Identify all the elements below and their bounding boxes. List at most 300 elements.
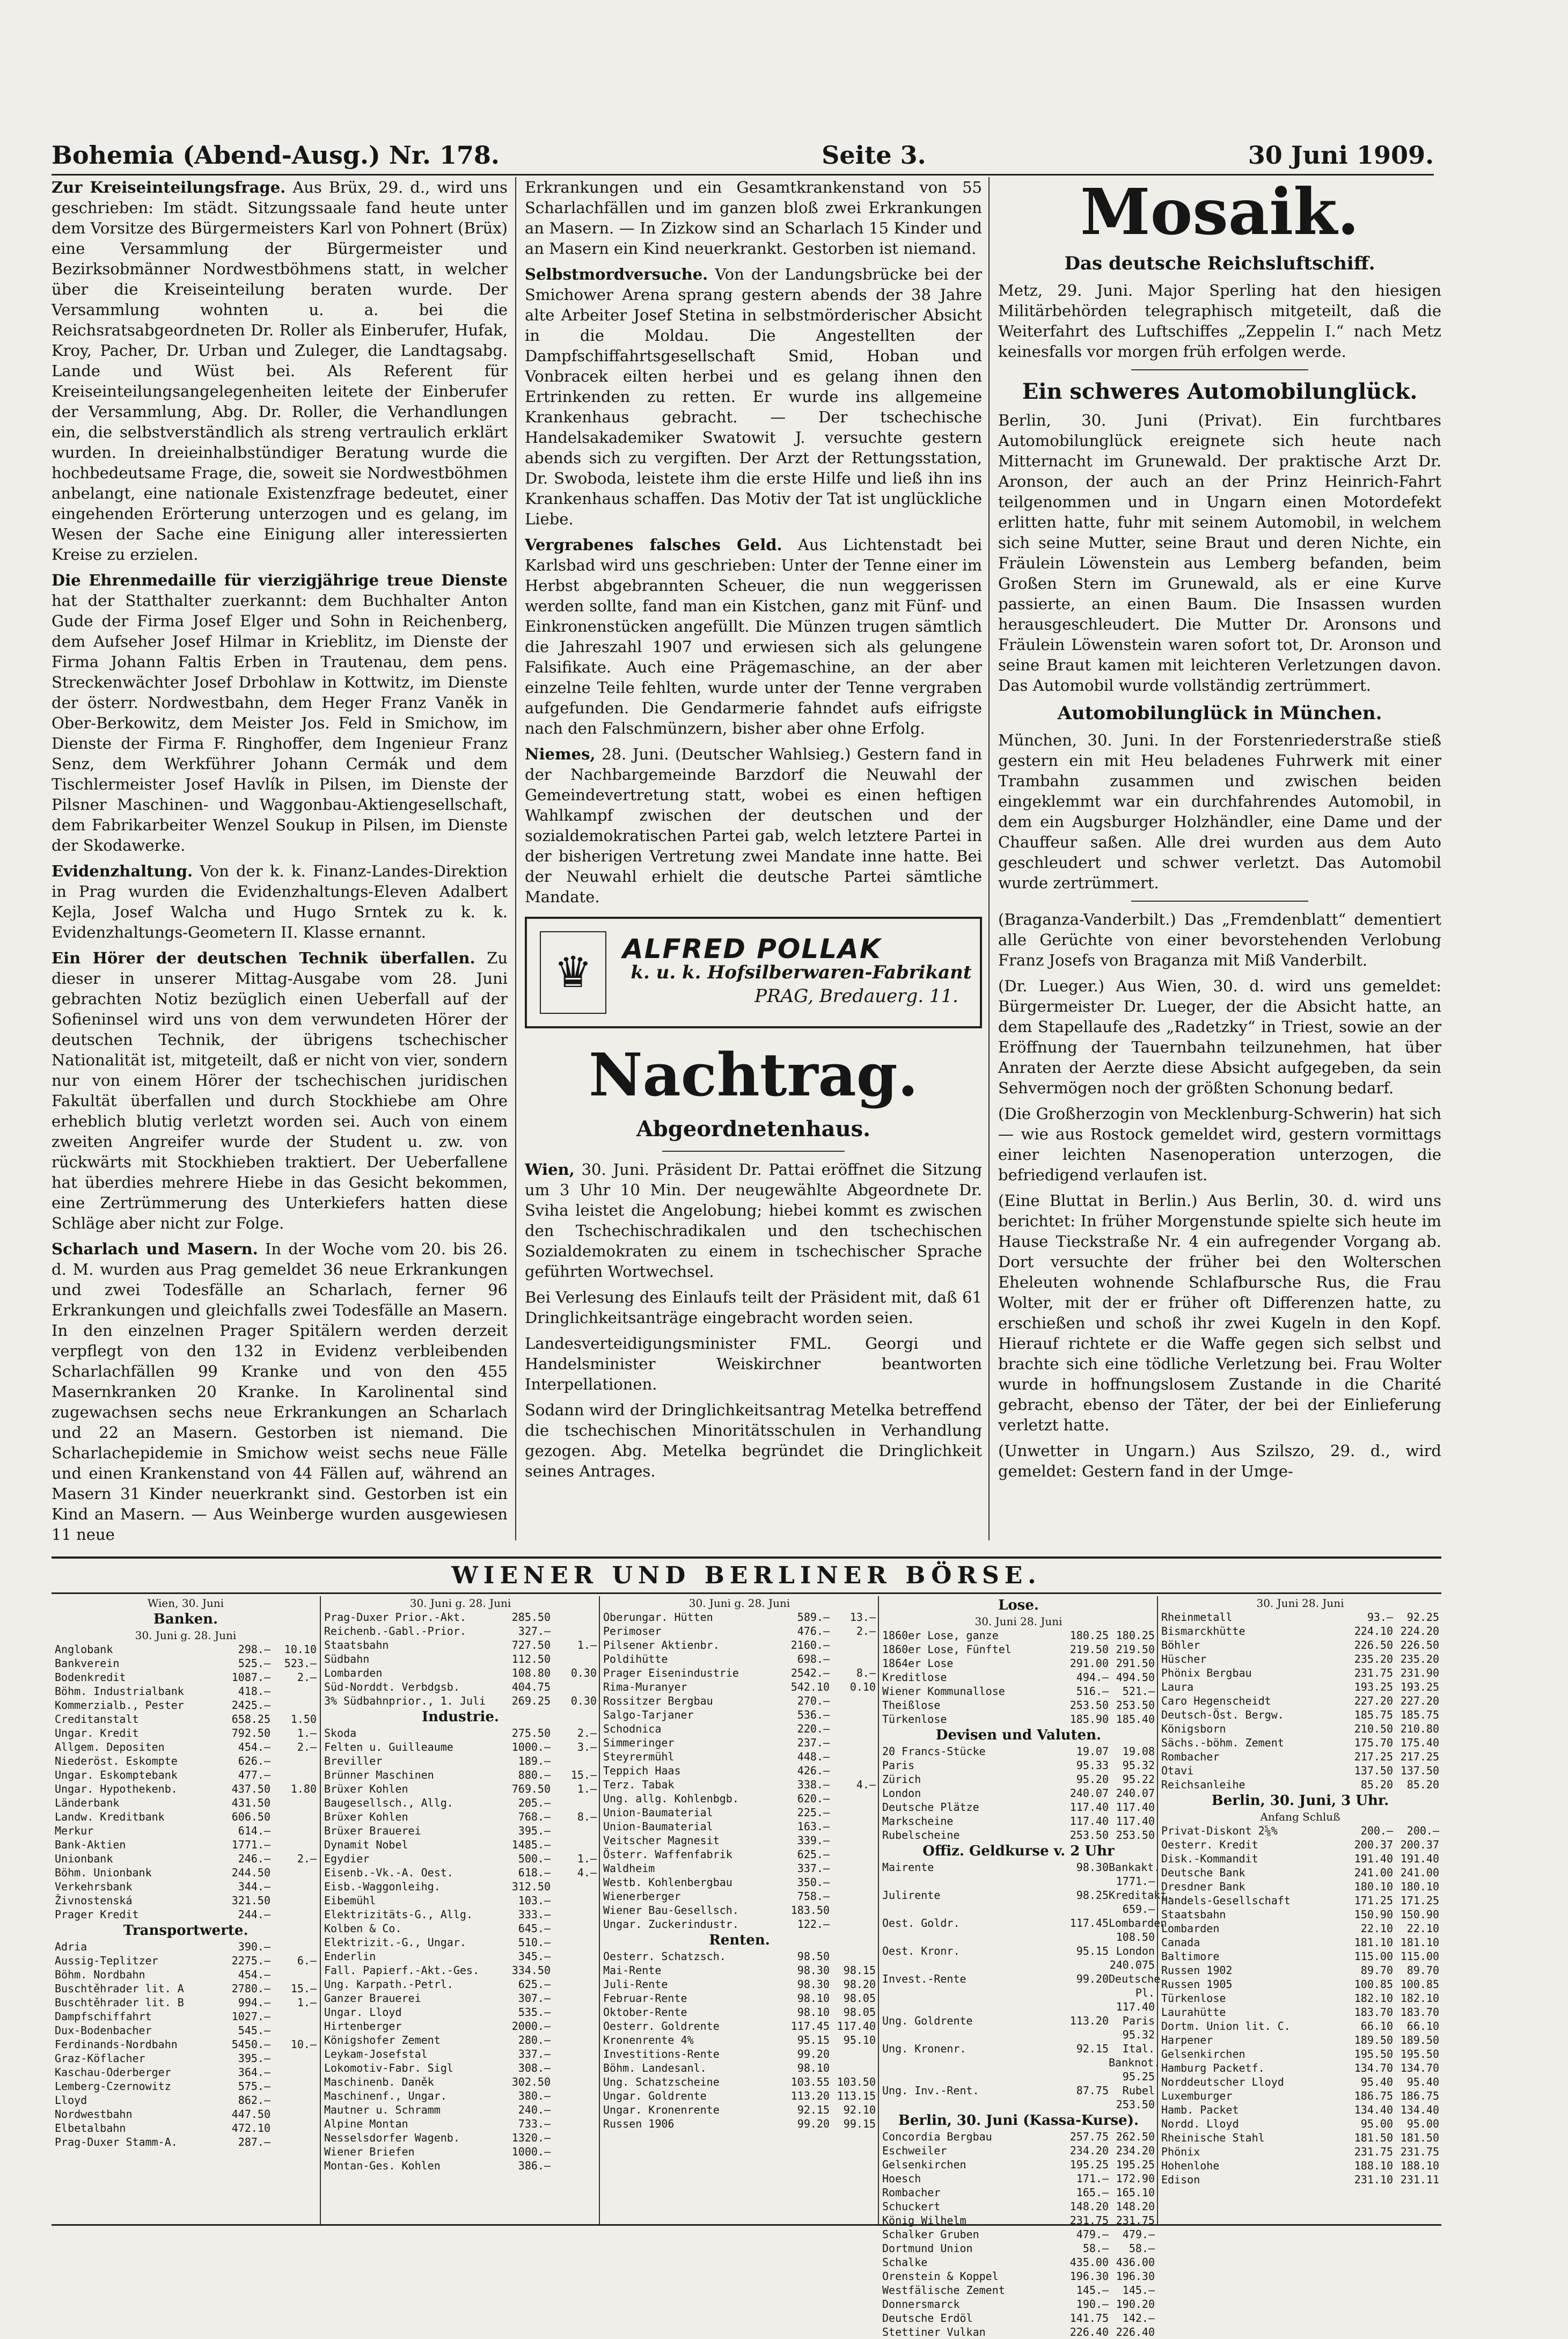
- security-name: Böhm. Nordbahn: [55, 1968, 145, 1981]
- security-name: Salgo-Tarjaner: [603, 1708, 694, 1721]
- quote-change: [551, 1838, 597, 1852]
- quote-value: 240.07: [1069, 1787, 1109, 1800]
- quote-change: [830, 1750, 876, 1764]
- security-name: Ungar. Lloyd: [324, 2006, 402, 2019]
- table-row: [52, 1726, 320, 1740]
- security-name: Kolben & Co.: [324, 1922, 402, 1935]
- quote-change: 189.50: [1400, 2034, 1439, 2046]
- security-name: Živnostenská: [55, 1894, 133, 1907]
- section-heading: Banken.: [153, 1611, 218, 1627]
- table-row: [1158, 2061, 1442, 2075]
- article-continued: [525, 177, 982, 259]
- article-text: Zu dieser in unserer Mittag-Ausgabe vom 28. Juni gebrachten Notiz bezüglich einen Ueberfall auf der Sofieninsel wird uns von dem verwundeten Hörer der deutschen Technik, der übrigens tschechischer Nationalität ist, mitgeteilt, daß er nicht von vier, sondern nur von einem Hörer der tschechischen juridischen Fakultät überfallen und durch Stockhiebe am Ohre erheblich blutig verletzt worden sei. Auch von einem zweiten Angreifer wurde der Student u. zw. von rückwärts mit Stockhieben traktiert. Der Ueberfallene hat überdies mehrere Hiebe in das Gesicht bekommen, eine Zertrümmerung des Unterkiefers hatten diese Schläge aber nicht zur Folge.: [52, 949, 508, 1232]
- quote-change: Rubel 253.50: [1116, 2084, 1155, 2111]
- boerse-column-1: [52, 1596, 320, 2224]
- table-row: [321, 2103, 600, 2117]
- quote-change: 98.05: [843, 2006, 876, 2019]
- table-row: [321, 1824, 600, 1838]
- security-name: Russen 1906: [603, 2117, 675, 2130]
- security-name: Elektrizit.-G., Ungar.: [324, 1936, 466, 1949]
- table-rows: [879, 1628, 1158, 1726]
- quote-change: Kreditakt. 659.—: [1109, 1889, 1174, 1916]
- article-heading: Die Ehrenmedaille für vierzigjährige treue Dienste: [52, 571, 508, 589]
- table-row: [321, 2131, 600, 2145]
- security-name: Anglobank: [55, 1643, 113, 1656]
- table-rows: [52, 1940, 320, 2149]
- quote-change: 142.—: [1122, 2312, 1155, 2325]
- date-header: 30. Juni g. 28. Juni: [135, 1629, 237, 1642]
- quote-value: 312.50: [511, 1880, 551, 1893]
- security-name: Terz. Tabak: [603, 1778, 675, 1791]
- quote-value: 257.75: [1069, 2130, 1109, 2143]
- quote-value: 117.40: [1069, 1801, 1109, 1814]
- quote-change: 231.11: [1400, 2173, 1439, 2186]
- quote-value: 1771.—: [231, 1838, 270, 1851]
- table-row: [1158, 1694, 1442, 1708]
- quote-change: London 240.075: [1109, 1945, 1155, 1971]
- quote-value: 1000.—: [511, 2145, 551, 2158]
- article-text: Sodann wird der Dringlichkeitsantrag Metelka betreffend die tschechischen Minoritätsschulen in Verhandlung gezogen. Abg. Metelka begründet die Dringlichkeit seines Antrages.: [525, 1401, 982, 1480]
- boerse-column-5: [1157, 1596, 1442, 2224]
- security-name: Ung. Kronenr.: [882, 2042, 966, 2055]
- quote-value: 545.—: [238, 2024, 270, 2037]
- quote-change: [830, 1903, 876, 1917]
- security-name: Ungar. Kronenrente: [603, 2103, 720, 2116]
- table-row: [321, 1880, 600, 1894]
- quote-value: 95.15: [1076, 1945, 1109, 1957]
- quote-value: 494.—: [1076, 1671, 1109, 1684]
- article-heading: Scharlach und Masern.: [52, 1240, 258, 1258]
- table-row: [1158, 1838, 1442, 1852]
- ad-subtitle: k. u. k. Hofsilberwaren-Fabrikant: [631, 962, 972, 983]
- quote-change: 113.15: [837, 2089, 876, 2102]
- table-row: [321, 1680, 600, 1694]
- quote-change: [551, 1991, 597, 2005]
- quote-value: 134.70: [1354, 2062, 1393, 2074]
- security-name: Merkur: [55, 1824, 94, 1837]
- quote-value: 226.40: [1069, 2326, 1109, 2338]
- table-row: [879, 1628, 1158, 1642]
- table-row: [321, 1991, 600, 2005]
- quote-value: 302.50: [511, 2075, 551, 2088]
- table-row: [600, 1666, 879, 1680]
- quote-change: 117.40: [837, 2020, 876, 2033]
- quote-value: 1485.—: [511, 1838, 551, 1851]
- security-name: Deutsche Plätze: [882, 1801, 979, 1814]
- article-bluttat: (Eine Bluttat in Berlin.) Aus Berlin, 30. d. wird uns berichtet: In früher Morgenstunde spielte sich heute im Hause Tieckstraße Nr. 4 ein aufregender Vorgang ab. Dort versuchte der früher bei den Wolterschen Eheleuten wohnende Schlafbursche Rus, die Frau Wolter, mit der er früher oft Differenzen hatte, zu erschießen und schoß ihr zwei Kugeln in den Kopf. Hierauf richtete er die Waffe gegen sich selbst und brachte sich eine tödliche Verletzung bei. Frau Wolter wurde in hoffnungslosem Zustande in die Charité gebracht, ebenso der Täter, der bei der Einlieferung verletzt hatte.: [998, 1192, 1441, 1434]
- quote-value: 364.—: [238, 2066, 270, 2079]
- quote-value: 2160.—: [790, 1639, 830, 1651]
- quote-value: 58.—: [1082, 2242, 1109, 2255]
- table-row: [600, 1977, 879, 1991]
- column-1: [52, 177, 508, 1550]
- quote-change: [270, 2121, 317, 2135]
- quote-value: 479.—: [1076, 2228, 1109, 2241]
- quote-value: 253.50: [1069, 1699, 1109, 1712]
- security-name: Schalker Gruben: [882, 2228, 979, 2241]
- quote-value: 188.10: [1354, 2159, 1393, 2172]
- quote-value: 334.50: [511, 1964, 551, 1977]
- quote-change: [270, 2079, 317, 2093]
- security-name: Markscheine: [882, 1815, 954, 1828]
- security-name: Teppich Haas: [603, 1764, 681, 1777]
- quote-change: 103.50: [837, 2075, 876, 2088]
- quote-value: 66.10: [1360, 2020, 1393, 2033]
- security-name: Februar-Rente: [603, 1992, 687, 2005]
- security-name: Norddeutscher Lloyd: [1161, 2075, 1284, 2088]
- quote-value: 535.—: [518, 2006, 551, 2019]
- quote-change: 181.10: [1400, 1936, 1439, 1949]
- table-row: [879, 1758, 1158, 1772]
- article-ehrenmedaille: [52, 570, 508, 856]
- quote-change: 226.40: [1116, 2326, 1155, 2338]
- article-unwetter: (Unwetter in Ungarn.) Aus Szilszo, 29. d., wird gemeldet: Gestern fand in der Umge-: [998, 1442, 1441, 1480]
- article-kreiseinteilung: [52, 177, 508, 565]
- quote-change: [830, 1833, 876, 1847]
- quote-change: 13.—: [849, 1611, 876, 1624]
- table-row: [879, 1860, 1161, 1888]
- security-name: Oest. Kronr.: [882, 1945, 960, 1957]
- quote-change: 4.—: [856, 1778, 876, 1791]
- security-name: Prag-Duxer Prior.-Akt.: [324, 1611, 466, 1624]
- quote-change: [551, 1610, 597, 1624]
- quote-value: 115.00: [1354, 1950, 1393, 1963]
- header-center: Seite 3.: [822, 141, 926, 170]
- table-row: [321, 1894, 600, 1907]
- quote-change: 200.—: [1406, 1824, 1439, 1837]
- quote-value: 103.55: [790, 2075, 830, 2088]
- security-name: Nordwestbahn: [55, 2108, 133, 2121]
- table-row: [879, 1972, 1161, 2014]
- security-name: Aussig-Teplitzer: [55, 1954, 158, 1967]
- quote-change: [270, 1768, 317, 1782]
- table-row: [52, 1824, 320, 1838]
- security-name: Theißlose: [882, 1699, 941, 1712]
- quote-change: 15.—: [290, 1982, 317, 1995]
- table-row: [879, 2283, 1158, 2297]
- security-name: London: [882, 1787, 921, 1800]
- table-row: [52, 1940, 320, 1954]
- quote-value: 98.10: [797, 1992, 830, 2005]
- table-rows: [321, 1610, 600, 1708]
- table-row: [1158, 2075, 1442, 2089]
- quote-value: 89.70: [1360, 1964, 1393, 1977]
- security-name: Verkehrsbank: [55, 1880, 133, 1893]
- quote-change: 181.50: [1400, 2131, 1439, 2144]
- security-name: Privat-Diskont 2⅝%: [1161, 1824, 1278, 1837]
- security-name: Königsborn: [1161, 1722, 1226, 1735]
- security-name: Süd-Norddt. Verbdgsb.: [324, 1680, 460, 1693]
- header-left: Bohemia (Abend-Ausg.) Nr. 178.: [52, 141, 500, 170]
- security-name: Hüscher: [1161, 1653, 1207, 1665]
- table-row: [1158, 1722, 1442, 1736]
- table-row: [1158, 2159, 1442, 2173]
- security-name: 20 Francs-Stücke: [882, 1745, 986, 1758]
- security-name: Hamb. Packet: [1161, 2103, 1239, 2116]
- security-name: Mairente: [882, 1861, 934, 1874]
- quote-value: 241.00: [1354, 1866, 1393, 1879]
- security-name: Otavi: [1161, 1764, 1194, 1777]
- table-row: [1158, 1736, 1442, 1750]
- table-row: [1158, 2131, 1442, 2145]
- table-row: [321, 2047, 600, 2061]
- security-name: Deutsche Erdöl: [882, 2312, 973, 2325]
- quote-change: 100.85: [1400, 1978, 1439, 1991]
- table-row: [52, 1996, 320, 2009]
- quote-value: 327.—: [518, 1625, 551, 1638]
- article-lueger: (Dr. Lueger.) Aus Wien, 30. d. wird uns gemeldet: Bürgermeister Dr. Lueger, der die Absicht hatte, an dem Stapellaufe des „Radetzky“ in Triest, sowie an der Eröffnung der Tauernbahn teilzunehmen, hat über Anraten der Aerzte diese Absicht aufgegeben, da sein Sehvermögen noch der größten Schonung bedarf.: [998, 977, 1441, 1097]
- table-rows: [1158, 1610, 1442, 1792]
- security-name: Rubelscheine: [882, 1829, 960, 1841]
- table-row: [1158, 1949, 1442, 1963]
- table-row: [52, 1656, 320, 1670]
- quote-change: 210.80: [1400, 1722, 1439, 1735]
- table-row: [321, 1694, 600, 1708]
- quote-change: [551, 1977, 597, 1991]
- security-name: Lombarden: [324, 1666, 383, 1679]
- quote-change: [270, 2009, 317, 2023]
- quote-change: 436.00: [1116, 2256, 1155, 2269]
- table-row: [879, 2311, 1158, 2325]
- quote-value: 472.10: [231, 2122, 270, 2135]
- table-rows: [52, 1642, 320, 1921]
- quote-value: 100.85: [1354, 1978, 1393, 1991]
- quote-value: 2780.—: [231, 1982, 270, 1995]
- quote-change: [270, 1824, 317, 1838]
- security-name: Hoesch: [882, 2172, 921, 2185]
- quote-change: 117.40: [1116, 1815, 1155, 1828]
- table-row: [1158, 1750, 1442, 1764]
- security-name: Lokomotiv-Fabr. Sigl: [324, 2062, 453, 2074]
- quote-change: 117.40: [1116, 1801, 1155, 1814]
- nachtrag-title: Nachtrag.: [588, 1040, 919, 1109]
- article-text: hat der Statthalter zuerkannt: dem Buchhalter Anton Gude der Firma Josef Elger und Sohn in Reichenberg, dem Aufseher Josef Hilmar in Krieblitz, im Dienste der Firma Johann Faltis Erben in Trautenau, dem pens. Streckenwächter Josef Drbohlaw in Kottwitz, im Dienste der österr. Nordwestbahn, dem Heger Franz Vaněk in Ober-Berkowitz, dem Meister Jos. Feld in Smichow, im Dienste der Firma F. Ringhoffer, dem Ingenieur Franz Senz, dem Werkführer Johann Cermák und dem Tischlermeister Josef Havlík in Pilsen, im Dienste der Pilsner Maschinen- und Waggonbau-Aktiengesellschaft, dem Fabrikarbeiter Wenzel Soukup in Pilsen, im Dienste der Skodawerke.: [52, 591, 508, 854]
- quote-change: 95.10: [843, 2034, 876, 2046]
- table-row: [321, 2117, 600, 2131]
- quote-value: 234.20: [1069, 2144, 1109, 2157]
- quote-value: 103.—: [518, 1894, 551, 1907]
- table-rows: [879, 2130, 1158, 2339]
- article-automobilunglueck: Berlin, 30. Juni (Privat). Ein furchtbares Automobilunglück ereignete sich heute nach Mitternacht im Grunewald. Der praktische Arzt Dr. Aronson, der auch an der Prinz Heinrich-Fahrt teilgenommen und in Ungarn einen Motordefekt erlitten hatte, fuhr mit seinem Automobil, in welchem sich seine Mutter, seine Braut und deren Nichte, ein Fräulein Löwenstein aus Lemberg befanden, beim Großen Stern im Grunewald, als er eine Kurve passierte, an einen Baum. Die Insassen wurden herausgeschleudert. Die Mutter Dr. Aronsons und Fräulein Löwenstein waren sofort tot, Dr. Aronson und seine Braut kamen mit leichteren Verletzungen davon. Das Automobil wurde vollständig zertrümmert.: [998, 411, 1441, 695]
- security-name: Simmeringer: [603, 1736, 675, 1749]
- quote-value: 22.10: [1360, 1922, 1393, 1935]
- table-row: [879, 1712, 1158, 1726]
- quote-change: 92.25: [1406, 1611, 1439, 1624]
- security-name: Rheinmetall: [1161, 1611, 1233, 1624]
- security-name: Wiener Bau-Gesellsch.: [603, 1904, 739, 1917]
- security-name: Österr. Waffenfabrik: [603, 1848, 732, 1861]
- table-row: [52, 2135, 320, 2149]
- quote-change: [551, 2103, 597, 2117]
- quote-change: [830, 1847, 876, 1861]
- security-name: Orenstein & Koppel: [882, 2270, 999, 2283]
- quote-value: 606.50: [231, 1810, 270, 1823]
- table-row: [1158, 2117, 1442, 2131]
- quote-value: 219.50: [1069, 1643, 1109, 1656]
- quote-value: 87.75: [1076, 2084, 1109, 2097]
- quote-change: 95.00: [1406, 2117, 1439, 2130]
- table-row: [1158, 1921, 1442, 1935]
- quote-change: 148.20: [1116, 2200, 1155, 2213]
- security-name: Rheinische Stahl: [1161, 2131, 1265, 2144]
- quote-change: [551, 1824, 597, 1838]
- quote-change: [830, 1764, 876, 1778]
- quote-change: 185.40: [1116, 1713, 1155, 1726]
- table-row: [879, 2325, 1158, 2339]
- table-row: [879, 2172, 1158, 2185]
- quote-change: 1.—: [577, 1852, 597, 1865]
- security-name: Handels-Gesellschaft: [1161, 1894, 1291, 1907]
- table-row: [321, 1949, 600, 1963]
- divider: [1131, 901, 1308, 902]
- quote-value: 175.70: [1354, 1736, 1393, 1749]
- quote-change: [270, 2107, 317, 2121]
- quote-change: 183.70: [1400, 2006, 1439, 2019]
- quote-value: 2000.—: [511, 2020, 551, 2033]
- quote-value: 189.50: [1354, 2034, 1393, 2046]
- security-name: Gelsenkirchen: [1161, 2048, 1245, 2060]
- quote-value: 435.00: [1069, 2256, 1109, 2269]
- security-name: Mautner u. Schramm: [324, 2103, 441, 2116]
- quote-value: 395.—: [518, 1824, 551, 1837]
- table-row: [879, 2042, 1161, 2084]
- security-name: Ungar. Kredit: [55, 1727, 139, 1739]
- article-text: 28. Juni. (Deutscher Wahlsieg.) Gestern fand in der Nachbargemeinde Barzdorf die Neuwahl der Gemeindevertretung statt, wobei es einen heftigen Wahlkampf zwischen der deutschen und der sozialdemokratischen Partei gab, welch letztere Partei in der bisherigen Vertretung zwei Mandate inne hatte. Bei der Neuwahl erhielt die deutsche Partei sämtliche Mandate.: [525, 745, 982, 906]
- quote-change: [270, 2093, 317, 2107]
- table-row: [321, 1838, 600, 1852]
- article-wien: [525, 1159, 982, 1282]
- table-row: [321, 1810, 600, 1824]
- quote-change: 1.50: [290, 1713, 317, 1726]
- table-row: [879, 1828, 1158, 1842]
- quote-change: 145.—: [1122, 2284, 1155, 2297]
- quote-change: 171.25: [1400, 1894, 1439, 1907]
- security-name: Ungar. Hypothekenb.: [55, 1782, 178, 1795]
- table-row: [879, 2227, 1158, 2241]
- table-row: [879, 2213, 1158, 2227]
- quote-value: 269.25: [511, 1694, 551, 1707]
- security-name: Wienerberger: [603, 1890, 681, 1903]
- security-name: Breviller: [324, 1755, 383, 1767]
- table-row: [52, 2037, 320, 2051]
- table-row: [321, 1754, 600, 1768]
- quote-value: 163.—: [797, 1820, 830, 1833]
- quote-change: [830, 1806, 876, 1819]
- quote-value: 536.—: [797, 1708, 830, 1721]
- quote-value: 862.—: [238, 2094, 270, 2107]
- quote-value: 321.50: [231, 1894, 270, 1907]
- quote-change: [270, 2065, 317, 2079]
- quote-value: 5450.—: [231, 2038, 270, 2051]
- security-name: Eibemühl: [324, 1894, 376, 1907]
- security-name: Prager Kredit: [55, 1908, 139, 1921]
- quote-change: [270, 2135, 317, 2149]
- quote-value: 112.50: [511, 1653, 551, 1665]
- quote-value: 98.30: [797, 1964, 830, 1977]
- table-row: [321, 1624, 600, 1638]
- article-muenchen: München, 30. Juni. In der Forstenriederstraße stieß gestern ein mit Heu beladenes Fuhrwerk mit einer Trambahn zusammen und zwischen beiden eingeklemmt war ein durchfahrendes Automobil, in dem ein Augsburger Holzhändler, eine Dame und der Chauffeur saßen. Alle drei wurden aus dem Auto geschleudert und schwer verletzt. Das Automobil wurde zertrümmert.: [998, 731, 1441, 892]
- table-row: [321, 1652, 600, 1666]
- quote-value: 200.37: [1354, 1838, 1393, 1851]
- quote-value: 191.40: [1354, 1852, 1393, 1865]
- quote-change: 85.20: [1406, 1778, 1439, 1791]
- quote-change: [830, 1694, 876, 1708]
- quote-value: 98.50: [797, 1950, 830, 1963]
- security-name: Kommerzialb., Pester: [55, 1699, 184, 1712]
- quote-value: 195.25: [1069, 2158, 1109, 2171]
- security-name: Oesterr. Goldrente: [603, 2020, 720, 2033]
- table-row: [1158, 1680, 1442, 1694]
- table-row: [600, 1736, 879, 1750]
- quote-value: 92.15: [1076, 2042, 1109, 2055]
- quote-change: 0.10: [849, 1680, 876, 1693]
- table-row: [600, 1875, 879, 1889]
- article-text: Erkrankungen und ein Gesamtkrankenstand von 55 Scharlachfällen und im ganzen bloß zwei Erkrankungen an Masern. — In Zizkow sind an Scharlach 15 Kinder und an Masern ein Kind neuerkrankt. Gestorben ist niemand.: [525, 178, 982, 258]
- table-row: [879, 2241, 1158, 2255]
- section-heading: Das deutsche Reichsluftschiff.: [1064, 253, 1375, 274]
- table-row: [879, 1642, 1158, 1656]
- table-row: [879, 2144, 1158, 2158]
- quote-change: 523.—: [284, 1657, 317, 1670]
- security-name: Buschtěhrader lit. B: [55, 1996, 184, 2009]
- quote-change: 2.—: [297, 1671, 317, 1684]
- table-row: [52, 1712, 320, 1726]
- security-name: Deutsche Bank: [1161, 1866, 1245, 1879]
- table-row: [1158, 1963, 1442, 1977]
- article-mecklenburg: (Die Großherzogin von Mecklenburg-Schwerin) hat sich — wie aus Rostock gemeldet wird, gestern vormittags einer leichten Nasenoperation unterzogen, die befriedigend verlaufen ist.: [998, 1105, 1441, 1184]
- security-name: Wiener Briefen: [324, 2145, 415, 2158]
- quote-change: 188.10: [1400, 2159, 1439, 2172]
- security-name: 1860er Lose, Fünftel: [882, 1643, 1012, 1656]
- table-row: [52, 1838, 320, 1852]
- table-row: [321, 1921, 600, 1935]
- quote-change: 182.10: [1400, 1992, 1439, 2005]
- table-row: [1158, 1991, 1442, 2005]
- article-heading: Niemes,: [525, 745, 596, 763]
- quote-change: 195.25: [1116, 2158, 1155, 2171]
- table-rows: [879, 1744, 1158, 1842]
- quote-change: [551, 1624, 597, 1638]
- quote-value: 148.20: [1069, 2200, 1109, 2213]
- quote-change: 58.—: [1129, 2242, 1155, 2255]
- quote-value: 298.—: [238, 1643, 270, 1656]
- quote-value: 227.20: [1354, 1694, 1393, 1707]
- security-name: Maschinenb. Daněk: [324, 2075, 434, 2088]
- table-row: [600, 1963, 879, 1977]
- quote-change: [270, 1838, 317, 1852]
- table-row: [600, 1949, 879, 1963]
- section-heading: Renten.: [709, 1932, 770, 1948]
- security-name: Bankverein: [55, 1657, 120, 1670]
- quote-change: [830, 1708, 876, 1722]
- article-falschgeld: [525, 535, 982, 739]
- security-name: Julirente: [882, 1889, 941, 1902]
- security-name: Deutsch-Öst. Bergw.: [1161, 1708, 1284, 1721]
- quote-change: 92.10: [843, 2103, 876, 2116]
- table-row: [321, 1782, 600, 1796]
- quote-change: 241.00: [1400, 1866, 1439, 1879]
- quote-change: 165.10: [1116, 2186, 1155, 2199]
- table-row: [600, 1819, 879, 1833]
- table-row: [879, 1800, 1158, 1814]
- security-name: Böhm. Industrialbank: [55, 1685, 184, 1698]
- mosaik-title: Mosaik.: [1080, 174, 1359, 249]
- security-name: Hirtenberger: [324, 2020, 402, 2033]
- quote-change: [551, 2005, 597, 2019]
- quote-change: Bankakt. 1771.—: [1109, 1861, 1161, 1888]
- quote-value: 171.—: [1076, 2172, 1109, 2185]
- security-name: Disk.-Kommandit: [1161, 1852, 1258, 1865]
